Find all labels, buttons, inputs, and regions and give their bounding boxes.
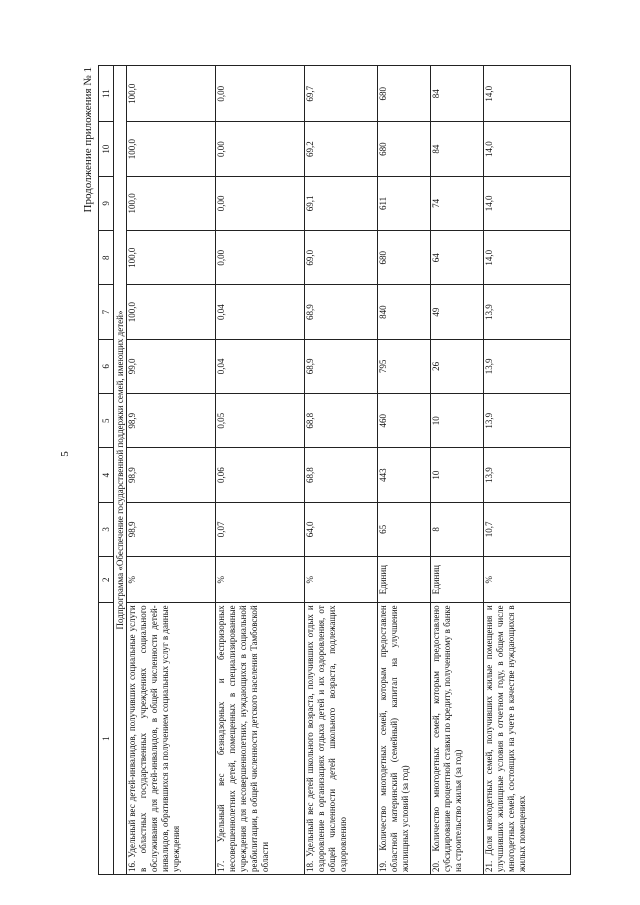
value-cell: 840 bbox=[378, 285, 431, 339]
value-cell: 14,0 bbox=[484, 176, 571, 230]
value-cell: 13,9 bbox=[484, 285, 571, 339]
indicator-description: 21. Доля многодетных семей, получивших жилые помещения и улучшивших жилищные условия в отчетном году, в общем числе многодетных семей, состоящих на учете в качестве нуждающихся в жилых помещениях bbox=[484, 603, 571, 875]
indicator-description: 20. Количество многодетных семей, которым предоставлено субсидирование процентной ставки по кредиту, полученному в банке на строительство жилья (за год) bbox=[431, 603, 484, 875]
value-cell: 26 bbox=[431, 339, 484, 393]
rotated-page-content bbox=[82, 65, 542, 875]
header-cell: 6 bbox=[99, 339, 114, 393]
header-cell: 3 bbox=[99, 502, 114, 556]
value-cell: 100,0 bbox=[127, 176, 216, 230]
header-cell: 2 bbox=[99, 557, 114, 603]
subprogram-title: Подпрограмма «Обеспечение государственной поддержки семей, имеющих детей» bbox=[114, 66, 127, 875]
value-cell: 0,07 bbox=[216, 502, 305, 556]
value-cell: 100,0 bbox=[127, 66, 216, 122]
value-cell: 611 bbox=[378, 176, 431, 230]
value-cell: 13,9 bbox=[484, 339, 571, 393]
value-cell: 0,05 bbox=[216, 394, 305, 448]
value-cell: 680 bbox=[378, 66, 431, 122]
table-row bbox=[216, 66, 305, 875]
unit-cell: % bbox=[127, 557, 216, 603]
table-row bbox=[378, 66, 431, 875]
value-cell: 68,8 bbox=[305, 394, 378, 448]
value-cell: 680 bbox=[378, 122, 431, 176]
value-cell: 10 bbox=[431, 448, 484, 502]
value-cell: 98,9 bbox=[127, 502, 216, 556]
unit-cell: % bbox=[216, 557, 305, 603]
value-cell: 0,06 bbox=[216, 448, 305, 502]
value-cell: 100,0 bbox=[127, 231, 216, 285]
header-cell: 9 bbox=[99, 176, 114, 230]
value-cell: 68,9 bbox=[305, 339, 378, 393]
table-row bbox=[127, 66, 216, 875]
indicator-description: 19. Количество многодетных семей, которым предоставлен областной материнский (семейный) капитал на улучшение жилищных условий (за год) bbox=[378, 603, 431, 875]
table-row bbox=[305, 66, 378, 875]
value-cell: 64,0 bbox=[305, 502, 378, 556]
value-cell: 68,9 bbox=[305, 285, 378, 339]
value-cell: 14,0 bbox=[484, 231, 571, 285]
value-cell: 0,04 bbox=[216, 339, 305, 393]
header-cell: 1 bbox=[99, 603, 114, 875]
value-cell: 65 bbox=[378, 502, 431, 556]
indicator-description: 17. Удельный вес безнадзорных и беспризорных несовершеннолетних детей, помещенных в специализированные учреждения для несовершеннолетних, нуждающихся в социальной реабилитации, в общей численности детского населения Тамбовской области bbox=[216, 603, 305, 875]
value-cell: 14,0 bbox=[484, 66, 571, 122]
value-cell: 0,04 bbox=[216, 285, 305, 339]
value-cell: 13,9 bbox=[484, 394, 571, 448]
value-cell: 74 bbox=[431, 176, 484, 230]
value-cell: 795 bbox=[378, 339, 431, 393]
value-cell: 64 bbox=[431, 231, 484, 285]
table-header bbox=[99, 66, 114, 875]
indicators-table bbox=[98, 65, 571, 875]
header-cell: 8 bbox=[99, 231, 114, 285]
value-cell: 49 bbox=[431, 285, 484, 339]
value-cell: 98,9 bbox=[127, 448, 216, 502]
header-cell: 4 bbox=[99, 448, 114, 502]
indicator-description: 18. Удельный вес детей школьного возраста, получивших отдых и оздоровление в организациях отдыха детей и их оздоровления, от общей численности детей школьного возраста, подлежащих оздоровлению bbox=[305, 603, 378, 875]
value-cell: 13,9 bbox=[484, 448, 571, 502]
value-cell: 680 bbox=[378, 231, 431, 285]
value-cell: 0,00 bbox=[216, 122, 305, 176]
value-cell: 69,7 bbox=[305, 66, 378, 122]
table-row bbox=[431, 66, 484, 875]
subprogram-row bbox=[114, 66, 127, 875]
header-cell: 10 bbox=[99, 122, 114, 176]
value-cell: 100,0 bbox=[127, 122, 216, 176]
value-cell: 0,00 bbox=[216, 231, 305, 285]
value-cell: 100,0 bbox=[127, 285, 216, 339]
value-cell: 98,9 bbox=[127, 394, 216, 448]
table-header-row bbox=[99, 66, 114, 875]
value-cell: 69,1 bbox=[305, 176, 378, 230]
value-cell: 84 bbox=[431, 66, 484, 122]
indicator-description: 16. Удельный вес детей-инвалидов, получивших социальные услуги в областных государственных учреждениях социального обслуживания для детей-инвалидов, в общей численности детей-инвалидов, обратившихся за получением социальных услуг в данные учреждения bbox=[127, 603, 216, 875]
value-cell: 69,2 bbox=[305, 122, 378, 176]
header-cell: 7 bbox=[99, 285, 114, 339]
value-cell: 10,7 bbox=[484, 502, 571, 556]
page-number: 5 bbox=[59, 451, 71, 457]
value-cell: 443 bbox=[378, 448, 431, 502]
unit-cell: % bbox=[484, 557, 571, 603]
table-row bbox=[484, 66, 571, 875]
value-cell: 0,00 bbox=[216, 176, 305, 230]
value-cell: 68,8 bbox=[305, 448, 378, 502]
header-cell: 11 bbox=[99, 66, 114, 122]
value-cell: 14,0 bbox=[484, 122, 571, 176]
value-cell: 84 bbox=[431, 122, 484, 176]
value-cell: 0,00 bbox=[216, 66, 305, 122]
value-cell: 69,0 bbox=[305, 231, 378, 285]
value-cell: 10 bbox=[431, 394, 484, 448]
value-cell: 8 bbox=[431, 502, 484, 556]
unit-cell: % bbox=[305, 557, 378, 603]
unit-cell: Единиц bbox=[378, 557, 431, 603]
header-cell: 5 bbox=[99, 394, 114, 448]
value-cell: 460 bbox=[378, 394, 431, 448]
value-cell: 99,0 bbox=[127, 339, 216, 393]
continuation-note: Продолжение приложения № 1 bbox=[82, 67, 94, 213]
unit-cell: Единиц bbox=[431, 557, 484, 603]
